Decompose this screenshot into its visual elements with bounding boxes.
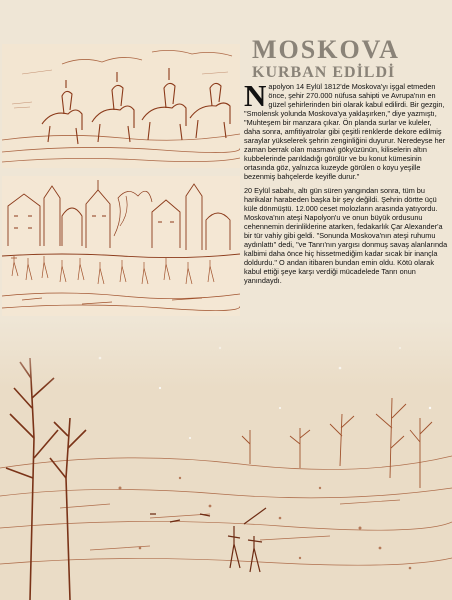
- page-title: MOSKOVA: [252, 35, 400, 64]
- headline-block: [252, 36, 448, 82]
- winter-retreat-illustration: [0, 318, 452, 600]
- article-body: [244, 78, 448, 290]
- paragraph-1-text: apolyon 14 Eylül 1812'de Moskova'yı işgal etmeden önce, şehir 270.000 nüfusa sahipti ve Avrupa'nın en güzel şehirlerinden biri olarak kabul edilirdi. Bir gezgin, "Smolensk yolunda Moskova'ya yaklaşırken," diye yazmıştı, "Muhteşem bir manzara çıkar. Ön planda surlar ve kuleler, daha sonra, amfitiyatrolar gibi çeşitli renklerde dekore edilmiş saraylar yükselerek şehrin zenginliğini duyurur. Neredeyse her zaman berrak olan masmavi gökyüzünün, kiliselerin altın kubbelerinde parıldadığı görülür ve bu konut kümesinin ortasında göz, yalnızca kuzeyde görülen o koyu yeşille bezenmiş bahçelerde keyifle durur.": [244, 82, 446, 181]
- page-subtitle: KURBAN EDİLDİ: [252, 64, 396, 81]
- mounted-soldiers-illustration: [2, 44, 240, 168]
- article-paragraph-1: [244, 78, 448, 181]
- article-paragraph-2: 20 Eylül sabahı, altı gün süren yangından sonra, tüm bu harikalar harabeden başka bir şey değildi. Şehrin dörtte üçü küle dönmüştü. 12.000 ceset molozların arasında yatıyordu. Moskova'nın ateşi Napolyon'u ve onun büyük ordusunu cehennemin derinliklerine atarken, fedakarlık Çar Alexander'a bir tür vahiy gibi geldi. "Sonunda Moskova'nın ateşi ruhumu aydınlattı" dedi, "ve Tanrı'nın yargısı donmuş savaş alanlarında kalbimi daha önce hiç hissetmediğim kadar sıcak bir inançla doldurdu." O andan itibaren bundan emin oldu. Kötü olarak kabul ettiği şeye karşı verdiği mücadelede Tanrı onun yanındaydı.: [244, 186, 448, 285]
- moscow-fire-illustration: [2, 176, 240, 316]
- drop-cap: N: [244, 78, 267, 113]
